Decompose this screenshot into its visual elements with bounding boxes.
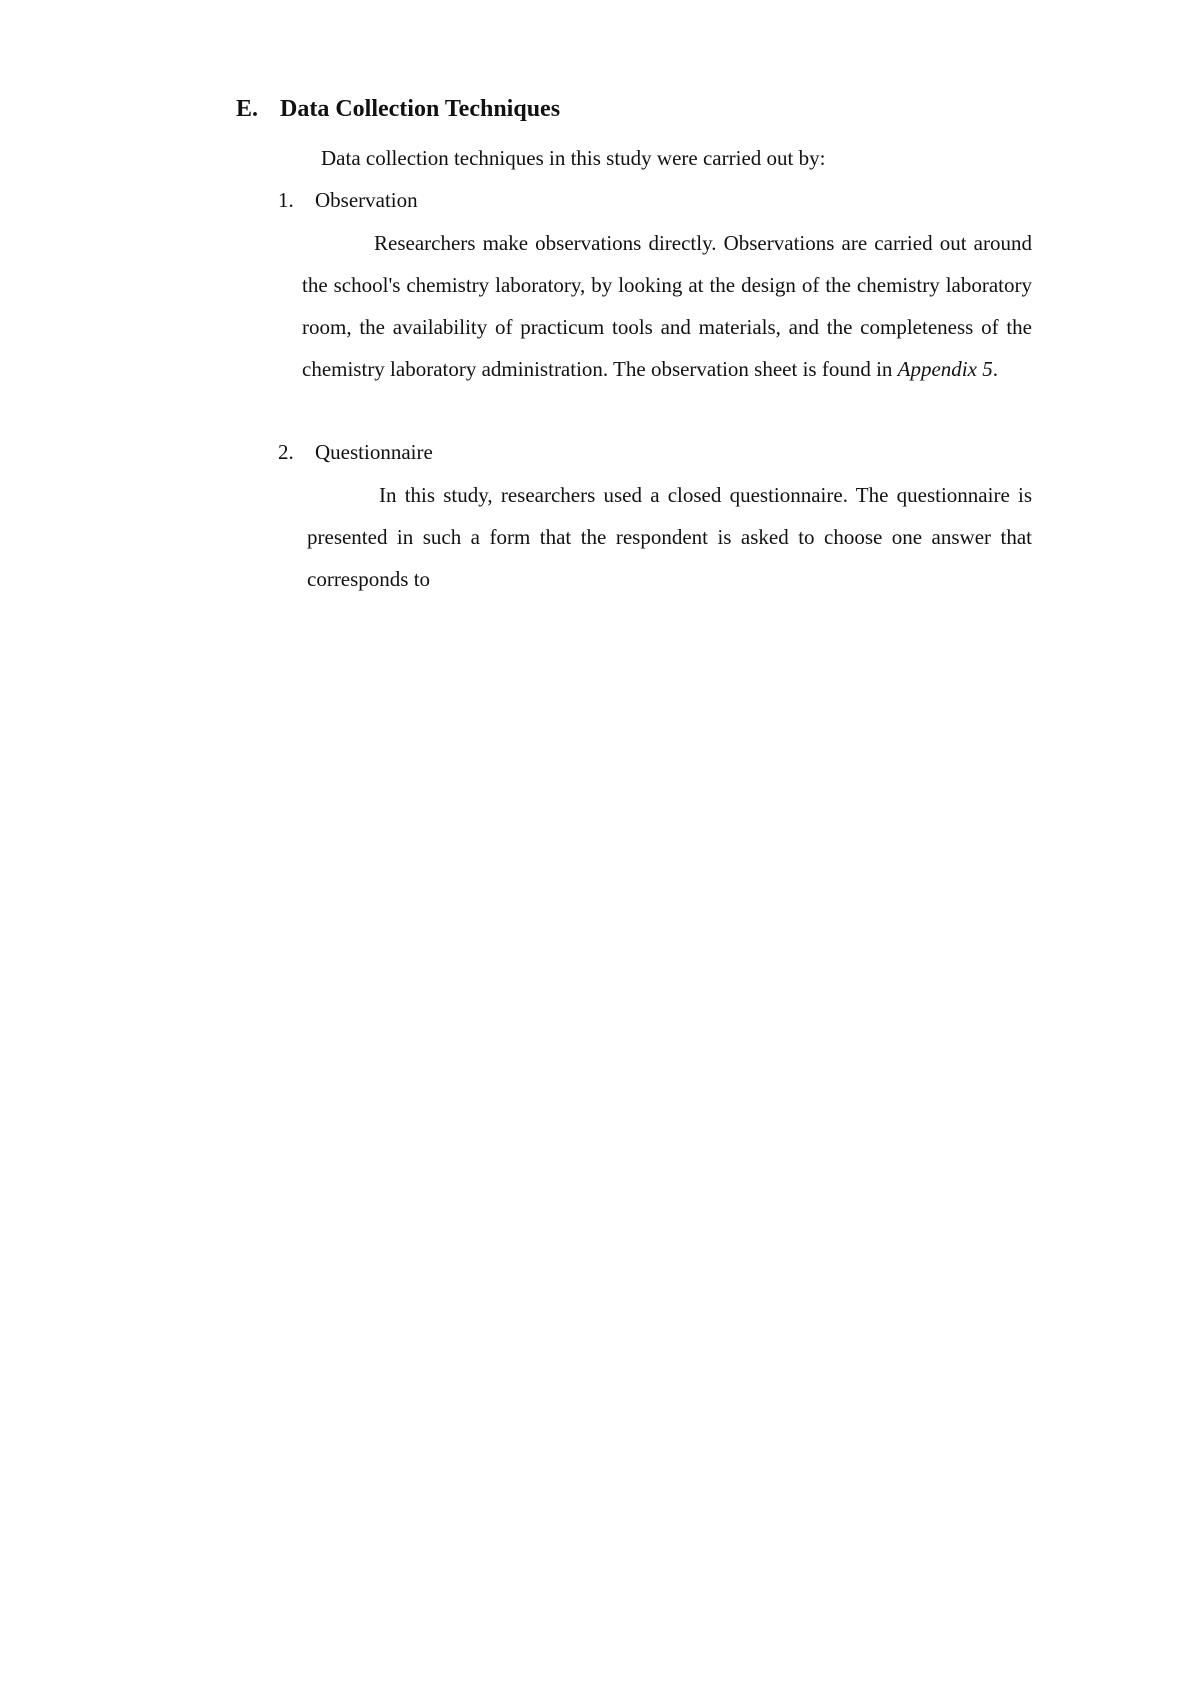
list-item-observation — [278, 188, 418, 213]
list-item-questionnaire — [278, 440, 433, 465]
section-letter: E. — [236, 96, 259, 122]
list-label: Observation — [315, 188, 418, 212]
questionnaire-paragraph — [307, 474, 1032, 600]
section-title: Data Collection Techniques — [280, 96, 561, 122]
observation-paragraph — [302, 222, 1032, 390]
section-heading — [236, 96, 560, 123]
list-label: Questionnaire — [315, 440, 433, 464]
paragraph-text: Researchers make observations directly. Observations are carried out around the school's chemistry laboratory, by looking at the design of the chemistry laboratory room, the availability of practicum tools and materials, and the completeness of the chemistry laboratory administration. The observation sheet is found in — [302, 231, 1032, 381]
list-number: 1. — [278, 188, 294, 212]
paragraph-text: In this study, researchers used a closed questionnaire. The questionnaire is presented in such a form that the respondent is asked to choose one answer that corresponds to — [307, 483, 1032, 591]
intro-sentence: Data collection techniques in this study were carried out by: — [321, 146, 826, 170]
paragraph-period: . — [992, 357, 998, 381]
appendix-reference: Appendix 5 — [897, 357, 993, 381]
list-number: 2. — [278, 440, 294, 464]
